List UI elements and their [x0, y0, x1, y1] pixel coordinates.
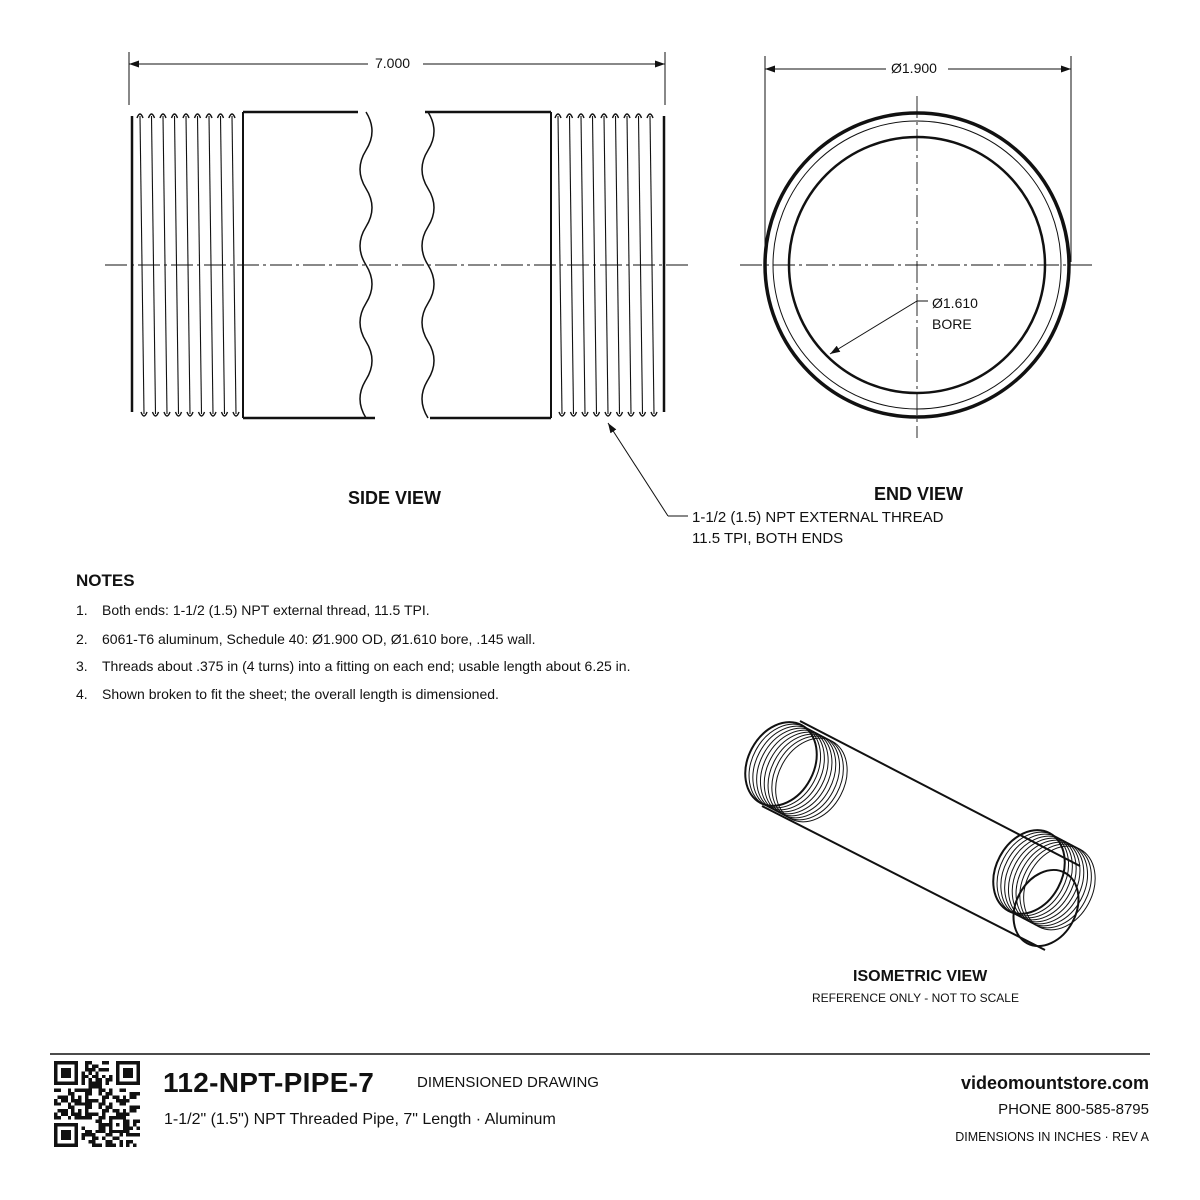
- note-number: 4.: [76, 686, 88, 702]
- drawing-type: DIMENSIONED DRAWING: [417, 1074, 599, 1091]
- bore-diameter-label: Ø1.610: [932, 295, 978, 311]
- units-revision: DIMENSIONS IN INCHES · REV A: [955, 1130, 1149, 1144]
- note-item: [76, 602, 430, 618]
- thread-callout-leader: [608, 423, 688, 516]
- iso-right-thread-ring: [1010, 834, 1110, 943]
- overall-length-label: 7.000: [375, 55, 411, 71]
- end-view: [740, 56, 1096, 438]
- thread-callout-line2: 11.5 TPI, BOTH ENDS: [692, 530, 844, 547]
- isometric-view-title: ISOMETRIC VIEW: [853, 968, 988, 985]
- iso-left-thread-ring: [739, 714, 839, 823]
- iso-right-thread-ring: [1002, 830, 1102, 939]
- bore-label: BORE: [932, 316, 972, 332]
- isometric-view-note: REFERENCE ONLY - NOT TO SCALE: [812, 991, 1019, 1005]
- note-item: [76, 658, 630, 674]
- end-view-title: END VIEW: [874, 484, 964, 504]
- notes-title: NOTES: [76, 571, 135, 590]
- iso-right-thread-ring: [1006, 832, 1106, 941]
- iso-pipe-bottom-edge: [762, 806, 1045, 950]
- iso-left-thread-ring: [758, 724, 858, 833]
- outside-diameter-label: Ø1.900: [891, 60, 937, 76]
- iso-left-thread-rings: [731, 710, 861, 835]
- note-text: Shown broken to fit the sheet; the overall length is dimensioned.: [102, 686, 499, 702]
- iso-left-thread-ring: [731, 710, 831, 819]
- iso-left-thread-ring: [762, 726, 862, 835]
- qr-code-icon[interactable]: [54, 1061, 140, 1147]
- note-text: 6061-T6 aluminum, Schedule 40: Ø1.900 OD, Ø1.610 bore, .145 wall.: [102, 631, 536, 647]
- part-number: 112-NPT-PIPE-7: [163, 1067, 375, 1098]
- iso-left-thread-ring: [754, 722, 854, 831]
- note-number: 3.: [76, 658, 88, 674]
- note-number: 1.: [76, 602, 88, 618]
- note-text: Both ends: 1-1/2 (1.5) NPT external thread, 11.5 TPI.: [102, 602, 430, 618]
- note-item: [76, 686, 499, 702]
- note-text: Threads about .375 in (4 turns) into a fitting on each end; usable length about 6.25 in.: [102, 658, 631, 674]
- iso-right-thread-rings: [979, 818, 1109, 943]
- iso-left-thread-ring: [750, 720, 850, 829]
- part-description: 1-1/2" (1.5") NPT Threaded Pipe, 7" Length · Aluminum: [164, 1111, 556, 1128]
- note-number: 2.: [76, 631, 88, 647]
- bore-leader: [830, 301, 928, 354]
- side-view: [105, 52, 688, 516]
- side-view-title: SIDE VIEW: [348, 488, 442, 508]
- thread-callout-line1: 1-1/2 (1.5) NPT EXTERNAL THREAD: [692, 509, 944, 526]
- iso-left-thread-ring: [743, 716, 843, 825]
- note-item: [76, 631, 535, 647]
- phone-number: PHONE 800-585-8795: [998, 1101, 1149, 1118]
- isometric-view: [731, 710, 1109, 958]
- website-link[interactable]: videomountstore.com: [960, 1073, 1149, 1093]
